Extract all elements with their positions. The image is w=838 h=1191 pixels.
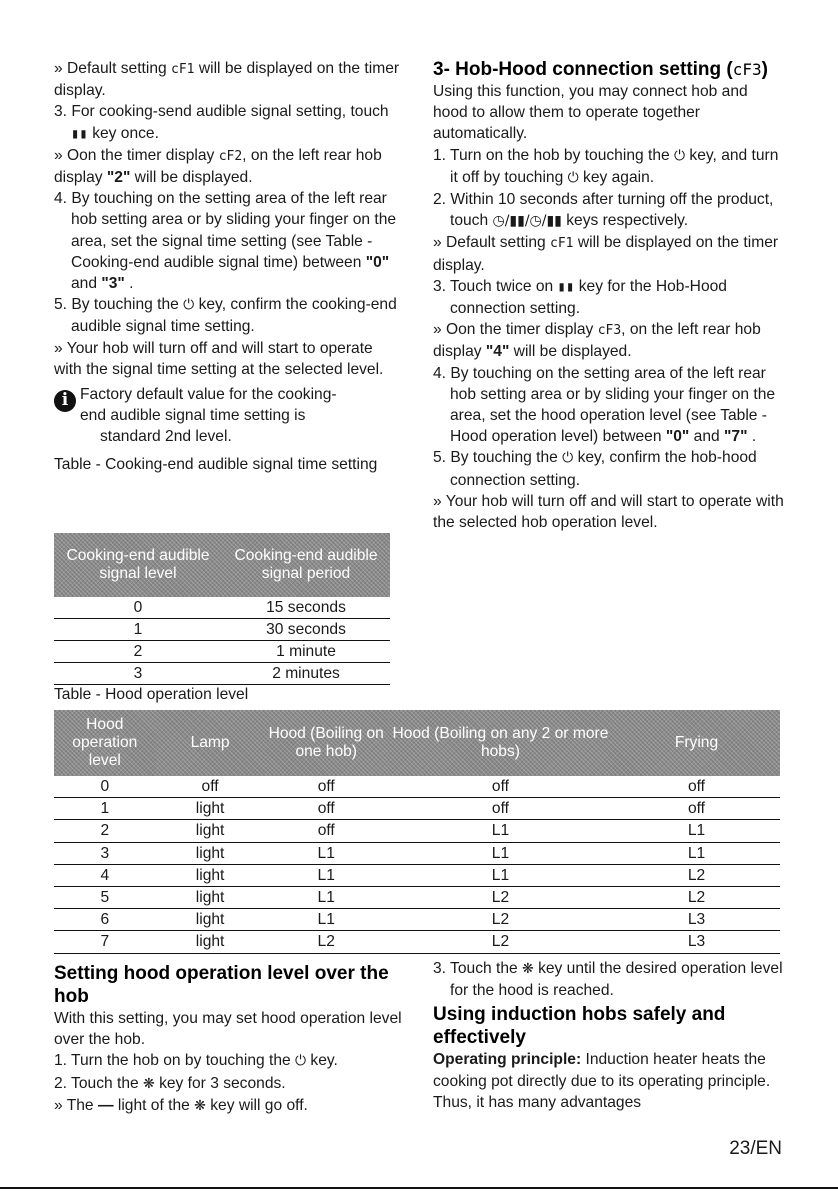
text: » The xyxy=(54,1096,98,1114)
text: and xyxy=(71,275,102,293)
table-row xyxy=(54,597,390,619)
text: . xyxy=(124,275,134,293)
table-cell: off xyxy=(265,820,388,842)
table-cell: L3 xyxy=(613,931,780,953)
table-caption: Table - Hood operation level xyxy=(54,686,249,703)
table-row xyxy=(54,842,780,864)
table-row xyxy=(54,909,780,931)
text: 3. For cooking-send audible signal setting, touch xyxy=(54,103,389,121)
text: 2. Touch the xyxy=(54,1074,144,1092)
note-line: Factory default value for the cooking- xyxy=(80,386,337,404)
table-row xyxy=(54,798,780,820)
table-cell: 1 xyxy=(54,798,156,820)
table-row xyxy=(54,820,780,842)
table-cell: light xyxy=(156,909,265,931)
table-cell: 2 minutes xyxy=(222,663,390,685)
table-header-row xyxy=(54,710,780,776)
step-4 xyxy=(54,188,402,294)
text: will be displayed on the timer display. xyxy=(433,234,779,274)
hood-operation-table xyxy=(54,710,780,954)
text: » Default setting xyxy=(54,60,172,77)
table-row xyxy=(54,931,780,953)
text: key, confirm the hob-hood connection setting. xyxy=(450,449,757,489)
text: 1. Turn on the hob by touching the xyxy=(433,146,675,164)
result-paragraph xyxy=(54,1095,404,1117)
table-cell: L1 xyxy=(388,842,613,864)
text: 3. Touch twice on xyxy=(433,277,558,295)
text: ) xyxy=(761,59,768,80)
table-row xyxy=(54,864,780,886)
step-4 xyxy=(433,363,785,448)
table-cell: L1 xyxy=(613,820,780,842)
result-paragraph: » Your hob will turn off and will start to operate with the signal time setting at the selected level. xyxy=(54,339,384,378)
table-cell: L1 xyxy=(388,820,613,842)
step-2 xyxy=(54,1073,404,1095)
column-header: Hood operation level xyxy=(72,716,138,769)
table-cell: off xyxy=(613,776,780,798)
note-line: standard 2nd level. xyxy=(100,428,232,446)
table-cell: off xyxy=(265,798,388,820)
step-3 xyxy=(54,101,402,144)
display-paragraph xyxy=(54,145,402,188)
display-code: cF2 xyxy=(218,148,243,164)
step-1 xyxy=(54,1050,404,1072)
text: 4. By touching on the setting area of the left rear hob setting area or by sliding your finger on the area, set the signal time setting (see Table - Cooking-end audible signal time) between xyxy=(54,190,397,271)
text: light of the xyxy=(113,1096,195,1114)
table-cell: 3 xyxy=(54,842,156,864)
display-code: cF1 xyxy=(171,62,195,77)
value: "7" xyxy=(724,428,748,446)
display-paragraph xyxy=(433,319,785,362)
note-line: end audible signal time setting is xyxy=(80,407,306,425)
table-cell: L2 xyxy=(388,931,613,953)
text: . xyxy=(747,428,757,446)
step-1 xyxy=(433,145,785,189)
text: 1. Turn the hob on by touching the xyxy=(54,1052,296,1070)
column-header: Hood (Boiling on one hob) xyxy=(268,725,384,760)
hood-fan-icon: ❋ xyxy=(143,1075,155,1092)
table-cell: off xyxy=(156,776,265,798)
text: , on the left rear hob display xyxy=(54,146,382,187)
table-cell: 30 seconds xyxy=(222,619,390,641)
text: 4. By touching on the setting area of the left rear hob setting area or by sliding your finger on the area, set the hood operation level (see Table - Hood operation level) between xyxy=(433,364,776,446)
power-icon: ⏻ xyxy=(567,169,579,186)
hood-fan-icon: ❋ xyxy=(194,1097,206,1114)
table-cell: 1 minute xyxy=(222,641,390,663)
text: 2. Within 10 seconds after turning off the product, touch xyxy=(433,191,774,230)
section-heading: Setting hood operation level over the hob xyxy=(54,963,389,1007)
table-cell: 2 xyxy=(54,641,222,663)
table-cell: 0 xyxy=(54,597,222,619)
info-note xyxy=(54,384,402,448)
note-text xyxy=(80,384,337,448)
column-header: Frying xyxy=(674,734,719,751)
value: "0" xyxy=(665,428,690,446)
table-cell: 6 xyxy=(54,909,156,931)
text: » Oon the timer display xyxy=(54,146,219,164)
table-cell: L1 xyxy=(388,864,613,886)
table-row xyxy=(54,886,780,908)
text: key again. xyxy=(578,168,655,186)
function-key-icon: ▮▮ xyxy=(71,125,88,142)
page-number: 23/EN xyxy=(729,1138,782,1159)
value: "3" xyxy=(101,275,125,293)
step-2 xyxy=(433,189,785,232)
text: 3. Touch the xyxy=(433,960,523,977)
step-3 xyxy=(433,276,785,319)
table-cell: L1 xyxy=(265,864,388,886)
table-cell: 2 xyxy=(54,820,156,842)
bottom-left-column xyxy=(54,962,404,1117)
timer-key-sequence-icon: ◷/▮▮/◷/▮▮ xyxy=(492,213,562,230)
step-3 xyxy=(433,958,785,1001)
text: key until the desired operation level for the hood is reached. xyxy=(450,960,783,1000)
display-code: cF3 xyxy=(597,323,622,339)
table-row xyxy=(54,619,390,641)
value: "4" xyxy=(485,343,510,361)
text: key for 3 seconds. xyxy=(154,1074,286,1092)
table-cell: L2 xyxy=(388,886,613,908)
table-row xyxy=(54,663,390,685)
text: key will go off. xyxy=(205,1096,308,1114)
table-row xyxy=(54,641,390,663)
text: key for the Hob-Hood connection setting. xyxy=(450,277,727,318)
table-cell: L1 xyxy=(613,842,780,864)
text: » Oon the timer display xyxy=(433,321,598,339)
table-row xyxy=(54,776,780,798)
power-icon: ⏻ xyxy=(295,1053,307,1070)
text: key. xyxy=(306,1052,338,1070)
table-cell: off xyxy=(613,798,780,820)
table-cell: 15 seconds xyxy=(222,597,390,619)
step-5 xyxy=(54,294,402,337)
table-cell: light xyxy=(156,798,265,820)
text: keys respectively. xyxy=(561,212,689,230)
display-code: cF3 xyxy=(732,60,762,79)
table-caption: Table - Cooking-end audible signal time setting xyxy=(54,455,378,473)
table-cell: L2 xyxy=(613,864,780,886)
value: "2" xyxy=(106,169,131,187)
default-setting-paragraph xyxy=(54,58,402,101)
table-cell: L2 xyxy=(388,909,613,931)
table-cell: 7 xyxy=(54,931,156,953)
table-cell: 5 xyxy=(54,886,156,908)
table-cell: light xyxy=(156,842,265,864)
text: , on the left rear hob display xyxy=(433,321,761,361)
power-icon: ⏻ xyxy=(183,297,195,314)
intro-paragraph: Using this function, you may connect hob and hood to allow them to operate together automatically. xyxy=(433,83,748,143)
table-cell: light xyxy=(156,864,265,886)
table-cell: L3 xyxy=(613,909,780,931)
signal-time-table xyxy=(54,533,390,685)
text: 5. By touching the xyxy=(433,449,563,467)
table-cell: L1 xyxy=(265,909,388,931)
text: key, confirm the cooking-end audible signal time setting. xyxy=(71,296,397,336)
table-cell: 4 xyxy=(54,864,156,886)
text: 3- Hob-Hood connection setting ( xyxy=(433,59,733,80)
power-icon: ⏻ xyxy=(674,147,686,164)
column-header: Hood (Boiling on any 2 or more hobs) xyxy=(392,725,609,760)
indicator-light-icon: — xyxy=(97,1096,114,1114)
column-header: Lamp xyxy=(190,734,230,751)
left-column xyxy=(54,58,402,475)
hood-fan-icon: ❋ xyxy=(522,961,534,977)
power-icon: ⏻ xyxy=(562,450,574,467)
right-column xyxy=(433,58,785,533)
text: » Default setting xyxy=(433,234,551,252)
display-code: cF1 xyxy=(550,236,574,252)
text: will be displayed. xyxy=(509,343,632,361)
table-cell: L1 xyxy=(265,842,388,864)
bold-label: Operating principle: xyxy=(433,1051,582,1069)
table-cell: L1 xyxy=(265,886,388,908)
bottom-right-column xyxy=(433,958,785,1113)
info-icon: i xyxy=(54,390,76,412)
function-key-icon: ▮▮ xyxy=(557,278,575,295)
table-cell: 0 xyxy=(54,776,156,798)
default-setting-paragraph xyxy=(433,232,785,275)
table-cell: light xyxy=(156,820,265,842)
table-header-row xyxy=(54,533,390,597)
section-heading: Using induction hobs safely and effectively xyxy=(433,1004,726,1049)
column-header: Cooking-end audible signal period xyxy=(234,547,378,582)
text: will be displayed. xyxy=(130,169,253,187)
text: will be displayed on the timer display. xyxy=(54,60,400,100)
result-paragraph: » Your hob will turn off and will start to operate with the selected hob operation level. xyxy=(433,492,784,532)
table-cell: L2 xyxy=(613,886,780,908)
value: "0" xyxy=(365,253,390,271)
body-paragraph xyxy=(433,1049,785,1113)
column-header: Cooking-end audible signal level xyxy=(66,547,210,582)
table-cell: 3 xyxy=(54,663,222,685)
intro-paragraph: With this setting, you may set hood operation level over the hob. xyxy=(54,1010,402,1049)
table-cell: light xyxy=(156,886,265,908)
text: Induction heater heats the cooking pot directly due to its operating principle. Thus, it has many advantages xyxy=(433,1051,771,1111)
table-cell: light xyxy=(156,931,265,953)
section-heading xyxy=(433,58,785,81)
text: and xyxy=(689,428,725,446)
text: key, and turn it off by touching xyxy=(450,146,779,186)
text: 5. By touching the xyxy=(54,296,184,314)
table-cell: off xyxy=(265,776,388,798)
table-cell: off xyxy=(388,798,613,820)
text: key once. xyxy=(87,124,159,142)
table-cell: 1 xyxy=(54,619,222,641)
step-5 xyxy=(433,447,785,490)
table-cell: off xyxy=(388,776,613,798)
table-cell: L2 xyxy=(265,931,388,953)
footer-rule xyxy=(0,1187,838,1189)
